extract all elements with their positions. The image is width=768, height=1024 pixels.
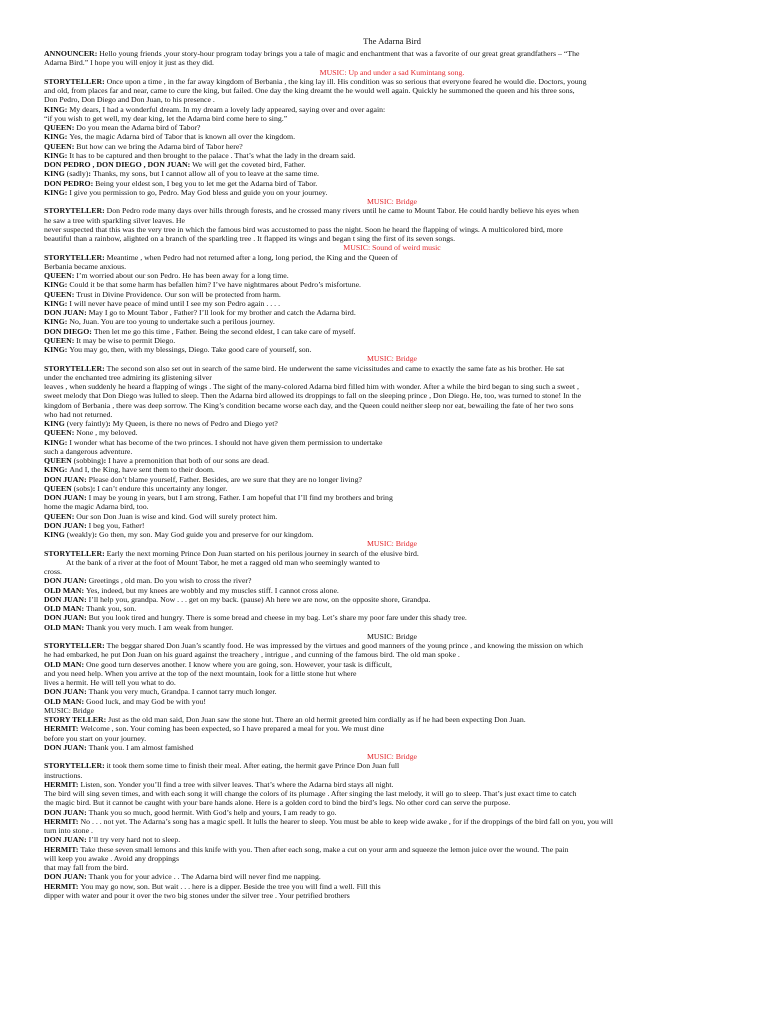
- dialogue-line: [44, 872, 740, 881]
- speaker-name: OLD MAN: [44, 659, 82, 669]
- dialogue-text: I give you permission to go, Pedro. May God bless and guide you on your journey.: [69, 187, 328, 197]
- speaker-name: OLD MAN: [44, 696, 82, 706]
- dialogue-text: I’ll help you, grandpa. Now . . . get on my back. (pause) Ah here we are now, on the opposite shore, Grandpa.: [88, 594, 431, 604]
- dialogue-text: Listen, son. Yonder you’ll find a tree with silver leaves. That’s where the Adarna bird stays all night.: [80, 779, 394, 789]
- dialogue-line: [44, 660, 740, 669]
- speaker-name: DON JUAN: [44, 835, 85, 845]
- dialogue-line: [44, 364, 740, 373]
- speaker-separator: :: [81, 604, 87, 613]
- speaker-separator: :: [102, 76, 107, 86]
- dialogue-line: [44, 179, 740, 188]
- dialogue-text: The beggar shared Don Juan’s scantly food. He was impressed by the virtues and good manners of the young prince , and knowing the mission on which: [106, 641, 584, 650]
- continuation-line: Adarna Bird.” I hope you will enjoy it just as they did.: [44, 58, 214, 68]
- continuation-line: “if you wish to get well, my dear king, let the Adarna bird come here to sing.”: [44, 113, 288, 123]
- speaker-name: KING: [44, 530, 65, 539]
- speaker-separator: :: [84, 576, 89, 586]
- speaker-separator: :: [84, 835, 89, 845]
- continuation-line: sweet melody that Don Diego was lulled to sleep. Then the Adarna bird allowed its droppings to fall on the sleeping prince , Don Diego. He, too, was turned to stone! In the: [44, 391, 582, 401]
- speaker-separator: :: [102, 761, 107, 771]
- speaker-name: DON JUAN: [44, 613, 85, 623]
- speaker-name: DON PEDRO: [44, 178, 91, 188]
- speaker-separator: :: [102, 363, 107, 373]
- dialogue-line: [44, 780, 740, 789]
- speaker-separator: :: [102, 206, 107, 216]
- speaker-name: KING: [44, 317, 65, 327]
- dialogue-line: [44, 151, 740, 160]
- continuation-line: the magic bird. But it cannot be caught with your bare hands alone. Here is a golden cord to bind the bird’s legs. No other cord can serve the purpose.: [44, 798, 511, 808]
- speaker-name: DON JUAN: [44, 742, 85, 752]
- stage-direction: (sadly): [64, 169, 89, 179]
- dialogue-text: it took them some time to finish their meal. After eating, the hermit gave Prince Don Juan full: [106, 761, 400, 771]
- speaker-separator: :: [84, 474, 89, 484]
- music-cue: MUSIC: Bridge: [366, 631, 418, 641]
- dialogue-text: Thank you very much. I am weak from hunger.: [86, 622, 234, 632]
- speaker-separator: :: [94, 530, 100, 539]
- dialogue-line: [44, 835, 740, 844]
- speaker-separator: :: [81, 696, 87, 706]
- speaker-separator: :: [64, 132, 70, 142]
- dialogue-text: Just as the old man said, Don Juan saw the stone hut. There an old hermit greeted him cordially as if he had been expecting Don Juan.: [108, 715, 526, 724]
- speaker-separator: :: [81, 622, 87, 632]
- speaker-separator: :: [102, 252, 107, 262]
- dialogue-text: No . . . not yet. The Adarna’s song has a magic spell. It lulls the hearer to sleep. You must be able to keep wide awake , for if the droppings of the bird fall on you, you will: [80, 816, 614, 826]
- dialogue-line: [44, 299, 740, 308]
- speaker-separator: :: [102, 641, 107, 650]
- dialogue-text: Take these seven small lemons and this knife with you. Then after each song, make a cut on your arm and squeeze the lemon juice over the wound. The pain: [80, 844, 569, 854]
- dialogue-line: [44, 715, 740, 724]
- dialogue-text: Greetings , old man. Do you wish to cross the river?: [88, 576, 252, 586]
- dialogue-line: [44, 290, 740, 299]
- continuation-line: that may fall from the bird.: [44, 863, 129, 872]
- dialogue-text: The second son also set out in search of the same bird. He underwent the same vicissitudes and came to exactly the same fate as his brother. He sat: [106, 363, 565, 373]
- speaker-separator: :: [75, 844, 81, 854]
- speaker-name: DON PEDRO , DON DIEGO , DON JUAN: [44, 160, 188, 169]
- continuation-line: he saw a tree with sparkling silver leaves. He: [44, 215, 185, 225]
- dialogue-line: [44, 697, 740, 706]
- continuation-line: under the enchanted tree admiring its glistening silver: [44, 372, 212, 382]
- speaker-name: STORYTELLER: [44, 548, 103, 558]
- speaker-separator: :: [81, 585, 87, 595]
- speaker-separator: :: [71, 511, 77, 521]
- dialogue-text: Trust in Divine Providence. Our son will be protected from harm.: [76, 289, 281, 299]
- speaker-name: OLD MAN: [44, 604, 82, 613]
- continuation-line: turn into stone .: [44, 826, 93, 835]
- dialogue-line: [44, 743, 740, 752]
- dialogue-line: [44, 317, 740, 326]
- music-cue: MUSIC: Bridge: [366, 197, 418, 206]
- dialogue-text: Our son Don Juan is wise and kind. God will surely protect him.: [76, 511, 278, 521]
- dialogue-text: I may be young in years, but I am strong, Father. I am hopeful that I’ll find my brothers and bring: [88, 493, 393, 502]
- dialogue-text: Thank you very much, Grandpa. I cannot tarry much longer.: [88, 687, 277, 697]
- continuation-line: such a dangerous adventure.: [44, 446, 133, 456]
- dialogue-text: Welcome , son. Your coming has been expected, so I have prepared a meal for you. We must dine: [80, 724, 385, 734]
- speaker-separator: :: [64, 280, 70, 290]
- speaker-name: KING: [44, 419, 65, 428]
- speaker-name: STORYTELLER: [44, 641, 103, 650]
- speaker-name: STORYTELLER: [44, 363, 103, 373]
- speaker-name: KING: [44, 169, 65, 179]
- dialogue-line: [44, 576, 740, 585]
- music-cue: MUSIC: Bridge: [44, 705, 95, 715]
- speaker-separator: :: [64, 298, 70, 308]
- speaker-separator: :: [94, 49, 100, 58]
- speaker-separator: :: [102, 548, 107, 558]
- speaker-name: OLD MAN: [44, 585, 82, 595]
- continuation-line: Don Pedro, Don Diego and Don Juan, to his presence .: [44, 95, 215, 105]
- continuation-line: kingdom of Berbania , there was deep sorrow. The King’s condition became worse each day, and the Queen could neither sleep nor eat, bewailing the fate of her two sons: [44, 400, 574, 410]
- continuation-line: cross.: [44, 567, 62, 576]
- speaker-name: QUEEN: [44, 141, 72, 151]
- dialogue-text: Good luck, and may God be with you!: [86, 696, 206, 706]
- dialogue-line: [44, 687, 740, 696]
- speaker-name: STORYTELLER: [44, 761, 103, 771]
- continuation-line: At the bank of a river at the foot of Mount Tabor, he met a ragged old man who seemingly wanted to: [66, 557, 380, 567]
- dialogue-text: Yes, the magic Adarna bird of Tabor that is known all over the kingdom.: [69, 132, 296, 142]
- speaker-name: DON JUAN: [44, 807, 85, 817]
- dialogue-line: [44, 336, 740, 345]
- speaker-separator: :: [75, 779, 81, 789]
- speaker-separator: :: [75, 816, 81, 826]
- dialogue-text: I will never have peace of mind until I see my son Pedro again . . . .: [69, 298, 281, 308]
- speaker-name: KING: [44, 150, 65, 160]
- dialogue-text: Thanks, my sons, but I cannot allow all of you to leave at the same time.: [92, 169, 320, 179]
- dialogue-line: [44, 142, 740, 151]
- speaker-separator: :: [108, 419, 113, 428]
- continuation-line: before you start on your journey.: [44, 733, 147, 743]
- continuation-line: dipper with water and pour it over the two big stones under the silver tree . Your petrified brothers: [44, 890, 350, 900]
- speaker-name: STORYTELLER: [44, 252, 103, 262]
- dialogue-text: You may go now, son. But wait . . . here is a dipper. Beside the tree you will find a well. Fill this: [80, 881, 381, 891]
- dialogue-text: I’m worried about our son Pedro. He has been away for a long time.: [76, 271, 289, 280]
- dialogue-text: One good turn deserves another. I know where you are going, son. However, your task is difficult,: [86, 659, 392, 669]
- dialogue-text: It may be wise to permit Diego.: [76, 335, 176, 345]
- dialogue-line: [44, 77, 740, 86]
- music-cue: MUSIC: Bridge: [366, 752, 418, 761]
- speaker-name: HERMIT: [44, 844, 76, 854]
- music-cue: MUSIC: Sound of weird music: [343, 243, 441, 253]
- speaker-separator: :: [84, 807, 89, 817]
- dialogue-text: Could it be that some harm has befallen him? I’ve have nightmares about Pedro’s misfortune.: [69, 280, 362, 290]
- dialogue-text: Meantime , when Pedro had not returned after a long, long period, the King and the Queen of: [106, 252, 398, 262]
- dialogue-text: Yes, indeed, but my knees are wobbly and my muscles stiff. I cannot cross alone.: [86, 585, 339, 595]
- speaker-name: DON JUAN: [44, 308, 85, 317]
- speaker-separator: :: [88, 169, 93, 179]
- dialogue-text: I’ll try very hard not to sleep.: [88, 835, 181, 845]
- dialogue-text: Hello young friends ,your story-hour program today brings you a tale of magic and enchantment that was a favorite of our great great grandfathers – “The: [99, 49, 580, 58]
- stage-direction: (sobbing): [71, 456, 104, 465]
- speaker-name: KING: [44, 187, 65, 197]
- continuation-line: The bird will sing seven times, and with each song it will change the colors of its plumage . After singing the last melody, it will go to sleep. That’s just exact time to catch: [44, 789, 577, 798]
- dialogue-line: [44, 613, 740, 622]
- continuation-line: and you need help. When you arrive at the top of the next mountain, look for a little stone hut where: [44, 668, 357, 678]
- dialogue-line: [44, 123, 740, 132]
- dialogue-text: No, Juan. You are too young to undertake such a perilous journey.: [69, 317, 275, 327]
- speaker-name: KING: [44, 465, 65, 475]
- dialogue-line: [44, 641, 740, 650]
- speaker-separator: :: [71, 428, 77, 438]
- dialogue-line: [44, 271, 740, 280]
- speaker-separator: :: [64, 104, 70, 114]
- speaker-name: QUEEN: [44, 123, 72, 132]
- music-cue: MUSIC: Bridge: [366, 539, 418, 549]
- dialogue-line: [44, 253, 740, 262]
- dialogue-text: Once upon a time , in the far away kingdom of Berbania , the king lay ill. His condition was so serious that everyone feared he would die. Doctors, young: [106, 76, 587, 86]
- speaker-name: DON JUAN: [44, 493, 85, 502]
- dialogue-line: [44, 623, 740, 632]
- dialogue-line: [44, 724, 740, 733]
- speaker-name: HERMIT: [44, 881, 76, 891]
- speaker-name: DON JUAN: [44, 594, 85, 604]
- dialogue-line: [44, 345, 740, 354]
- continuation-line: beautiful than a rainbow, alighted on a branch of the sparkling tree . It flapped its wings and began t sing the first of its seven songs.: [44, 234, 456, 243]
- stage-direction: (weakly): [64, 530, 95, 539]
- dialogue-text: Thank you for your advice . . The Adarna bird will never find me napping.: [88, 872, 321, 882]
- dialogue-text: Being your eldest son, I beg you to let me get the Adarna bird of Tabor.: [95, 178, 318, 188]
- music-cue: MUSIC: Bridge: [366, 354, 418, 364]
- dialogue-line: [44, 882, 740, 891]
- dialogue-line: [44, 327, 740, 336]
- speaker-separator: :: [84, 613, 89, 623]
- dialogue-text: My Queen, is there no news of Pedro and Diego yet?: [112, 419, 278, 428]
- speaker-name: QUEEN: [44, 483, 72, 493]
- continuation-line: lives a hermit. He will tell you what to do.: [44, 678, 176, 687]
- dialogue-line: [44, 475, 740, 484]
- dialogue-line: [44, 456, 740, 465]
- speaker-separator: :: [84, 493, 89, 502]
- speaker-separator: :: [71, 335, 77, 345]
- speaker-name: DON JUAN: [44, 872, 85, 882]
- speaker-name: QUEEN: [44, 511, 72, 521]
- page-title: The Adarna Bird: [363, 36, 421, 46]
- dialogue-text: I wonder what has become of the two princes. I should not have given them permission to undertake: [69, 437, 383, 447]
- dialogue-text: I have a premonition that both of our sons are dead.: [108, 456, 269, 465]
- dialogue-line: [44, 280, 740, 289]
- speaker-separator: :: [64, 465, 70, 475]
- dialogue-text: Then let me go this time , Father. Being the second eldest, I can take care of myself.: [93, 326, 356, 336]
- dialogue-line: [44, 761, 740, 770]
- continuation-line: he had embarked, he put Don Juan on his guard against the treachery , intrigue , and cunning of the famous bird. The old man spoke .: [44, 650, 460, 660]
- speaker-separator: :: [187, 160, 193, 169]
- dialogue-text: I beg you, Father!: [88, 520, 145, 530]
- dialogue-line: [44, 808, 740, 817]
- speaker-separator: :: [75, 724, 81, 734]
- dialogue-text: Go then, my son. May God guide you and preserve for our kingdom.: [99, 530, 314, 539]
- dialogue-text: I can’t endure this uncertainty any longer.: [97, 483, 228, 493]
- dialogue-text: Early the next morning Prince Don Juan started on his perilous journey in search of the elusive bird.: [106, 548, 419, 558]
- dialogue-text: None , my beloved.: [76, 428, 138, 438]
- speaker-name: ANNOUNCER: [44, 49, 95, 58]
- dialogue-line: [44, 308, 740, 317]
- speaker-name: DON JUAN: [44, 576, 85, 586]
- speaker-name: DON JUAN: [44, 520, 85, 530]
- dialogue-line: [44, 549, 740, 558]
- speaker-name: QUEEN: [44, 335, 72, 345]
- speaker-separator: :: [64, 345, 70, 354]
- dialogue-line: [44, 484, 740, 493]
- speaker-separator: :: [71, 141, 77, 151]
- speaker-name: KING: [44, 104, 65, 114]
- dialogue-line: [44, 604, 740, 613]
- continuation-line: instructions.: [44, 770, 83, 780]
- continuation-line: never suspected that this was the very tree in which the famous bird was accustomed to pass the night. Soon he heard the flapping of wings. A multicolored bird, more: [44, 224, 563, 234]
- speaker-separator: :: [84, 520, 89, 530]
- dialogue-text: Thank you so much, good hermit. With God’s help and yours, I am ready to go.: [88, 807, 337, 817]
- speaker-name: HERMIT: [44, 779, 76, 789]
- speaker-separator: :: [75, 881, 81, 891]
- speaker-separator: :: [84, 687, 89, 697]
- dialogue-text: We will get the coveted bird, Father.: [192, 160, 306, 169]
- speaker-separator: :: [71, 271, 77, 280]
- dialogue-text: And I, the King, have sent them to their doom.: [69, 465, 215, 475]
- dialogue-text: But how can we bring the Adarna bird of Tabor here?: [76, 141, 243, 151]
- speaker-name: QUEEN: [44, 289, 72, 299]
- speaker-name: KING: [44, 132, 65, 142]
- dialogue-line: [44, 206, 740, 215]
- continuation-line: Berbania became anxious.: [44, 261, 127, 271]
- speaker-separator: :: [84, 594, 89, 604]
- script-body: [44, 49, 740, 900]
- speaker-name: HERMIT: [44, 816, 76, 826]
- speaker-name: QUEEN: [44, 456, 72, 465]
- speaker-separator: :: [71, 123, 77, 132]
- dialogue-line: [44, 493, 740, 502]
- speaker-name: KING: [44, 345, 65, 354]
- speaker-name: DON DIEGO: [44, 326, 90, 336]
- music-cue: MUSIC: Up and under a sad Kumintang song.: [319, 67, 465, 77]
- speaker-separator: :: [64, 187, 70, 197]
- speaker-name: DON JUAN: [44, 687, 85, 697]
- speaker-separator: :: [90, 178, 96, 188]
- dialogue-line: [44, 595, 740, 604]
- speaker-name: KING: [44, 280, 65, 290]
- continuation-line: and old, from places far and near, came to cure the king, but failed. One day the king dreamt the he would well again. Quickly he summoned the queen and his three sons,: [44, 86, 575, 95]
- speaker-name: QUEEN: [44, 428, 72, 438]
- continuation-line: home the magic Adarna bird, too.: [44, 502, 149, 512]
- dialogue-line: [44, 188, 740, 197]
- speaker-separator: :: [103, 715, 109, 724]
- dialogue-text: It has to be captured and then brought to the palace . That’s what the lady in the dream said.: [69, 150, 356, 160]
- dialogue-line: [44, 105, 740, 114]
- speaker-separator: :: [84, 742, 89, 752]
- speaker-name: HERMIT: [44, 724, 76, 734]
- speaker-separator: :: [84, 872, 89, 882]
- speaker-separator: :: [92, 483, 98, 493]
- dialogue-line: [44, 160, 740, 169]
- dialogue-line: [44, 438, 740, 447]
- speaker-name: STORYTELLER: [44, 76, 103, 86]
- dialogue-text: Don Pedro rode many days over hills through forests, and he crossed many rivers until he came to Mount Tabor. He could hardly believe his eyes when: [106, 206, 579, 216]
- continuation-line: who had not returned.: [44, 409, 113, 419]
- dialogue-line: [44, 521, 740, 530]
- dialogue-text: Do you mean the Adarna bird of Tabor?: [76, 123, 201, 132]
- dialogue-text: You may go, then, with my blessings, Diego. Take good care of yourself, son.: [69, 345, 312, 354]
- speaker-separator: :: [84, 308, 89, 317]
- speaker-separator: :: [81, 659, 87, 669]
- dialogue-line: [44, 845, 740, 854]
- dialogue-text: Thank you. I am almost famished: [88, 742, 194, 752]
- speaker-name: QUEEN: [44, 271, 72, 280]
- speaker-separator: :: [103, 456, 109, 465]
- dialogue-line: [44, 530, 740, 539]
- dialogue-line: [44, 586, 740, 595]
- dialogue-line: [44, 817, 740, 826]
- speaker-separator: :: [64, 150, 70, 160]
- dialogue-line: [44, 465, 740, 474]
- speaker-name: DON JUAN: [44, 474, 85, 484]
- dialogue-line: [44, 419, 740, 428]
- speaker-separator: :: [89, 326, 94, 336]
- dialogue-line: [44, 132, 740, 141]
- dialogue-text: Thank you, son.: [86, 604, 137, 613]
- speaker-separator: :: [64, 317, 70, 327]
- stage-direction: (sobs): [71, 483, 93, 493]
- dialogue-line: [44, 49, 740, 58]
- stage-direction: (very faintly): [64, 419, 109, 428]
- speaker-separator: :: [71, 289, 77, 299]
- speaker-separator: :: [64, 437, 70, 447]
- dialogue-text: But you look tired and hungry. There is some bread and cheese in my bag. Let’s share my poor fare under this shady tree.: [88, 613, 467, 623]
- dialogue-text: May I go to Mount Tabor , Father? I’ll look for my brother and catch the Adarna bird.: [88, 308, 356, 317]
- speaker-name: KING: [44, 298, 65, 308]
- speaker-name: STORY TELLER: [44, 715, 104, 724]
- speaker-name: KING: [44, 437, 65, 447]
- continuation-line: will keep you awake . Avoid any droppings: [44, 853, 179, 863]
- dialogue-text: Please don’t blame yourself, Father. Besides, are we sure that they are no longer living?: [88, 474, 362, 484]
- continuation-line: leaves , when suddenly he heard a flapping of wings . The sight of the many-colored Adarna bird filled him with wonder. After a while the bird began to sing such a sweet ,: [44, 382, 579, 391]
- dialogue-text: My dears, I had a wonderful dream. In my dream a lovely lady appeared, saying over and over again:: [69, 104, 386, 114]
- dialogue-line: [44, 512, 740, 521]
- speaker-name: STORYTELLER: [44, 206, 103, 216]
- dialogue-line: [44, 428, 740, 437]
- dialogue-line: [44, 169, 740, 178]
- speaker-name: OLD MAN: [44, 622, 82, 632]
